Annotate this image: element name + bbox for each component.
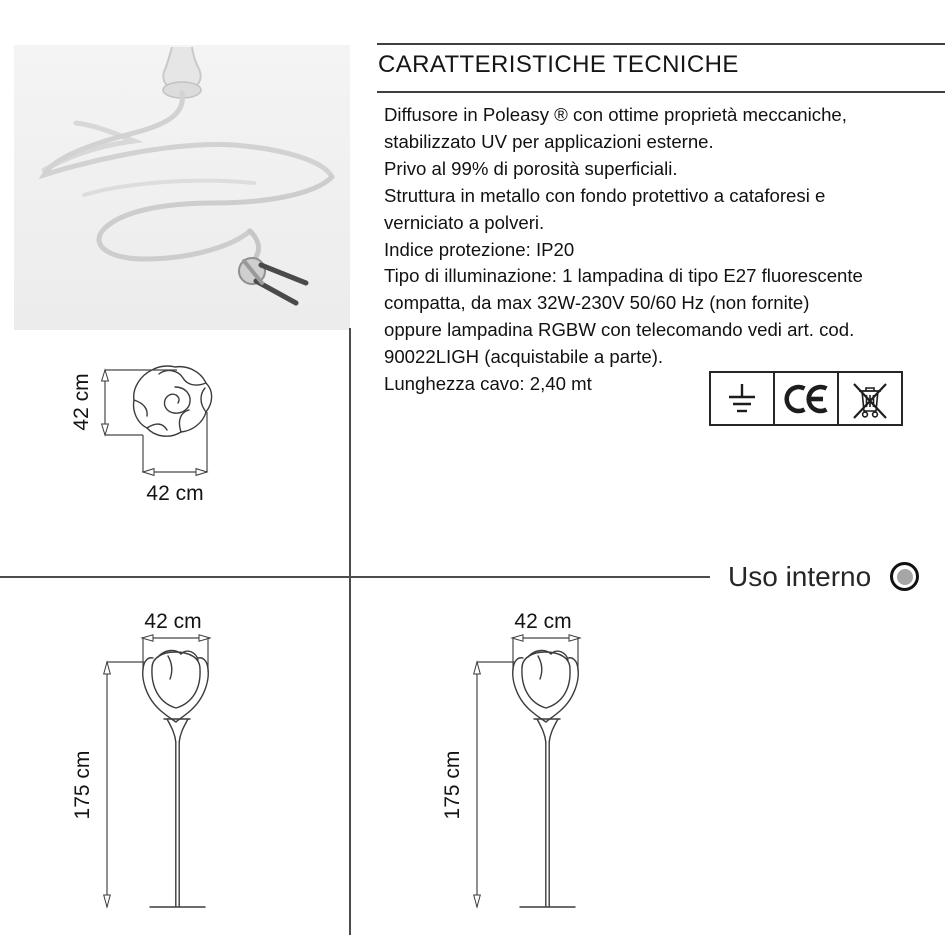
spec-line: Diffusore in Poleasy ® con ottime proprietà meccaniche, (384, 104, 847, 125)
spec-line: verniciato a polveri. (384, 211, 545, 233)
power-cable-curves (44, 93, 332, 263)
power-plug-icon (239, 258, 306, 303)
top-view-diagram (55, 350, 240, 510)
spec-line: oppure lampadina RGBW con telecomando vedi art. cod. (384, 319, 855, 341)
ce-mark-cell (775, 373, 839, 424)
spec-line: Struttura in metallo con fondo protettivo a cataforesi e (384, 184, 826, 206)
cable-photo-drawing (14, 45, 350, 330)
rose-top-view-drawing (134, 366, 212, 436)
certification-box (709, 371, 903, 426)
spec-line: Privo al 99% di porosità superficiali. (384, 157, 678, 179)
spec-line: Lunghezza cavo: 2,40 mt (384, 373, 592, 395)
spec-line: stabilizzato UV per applicazioni esterne. (384, 130, 714, 152)
tulip-lamp-drawing (143, 650, 208, 907)
tulip-lamp-drawing (513, 650, 578, 907)
floor-lamp-diagram-right (430, 600, 595, 915)
weee-crossed-bin-icon (847, 377, 893, 421)
indoor-use-dot (897, 569, 913, 585)
weee-cell (839, 373, 901, 424)
lamp-width-label: 42 cm (514, 610, 572, 633)
spec-line: Tipo di illuminazione: 1 lampadina di tipo E27 fluorescente (384, 265, 863, 287)
earth-ground-icon (719, 378, 765, 420)
usage-label: Uso interno (728, 561, 872, 592)
spec-line: compatta, da max 32W-230V 50/60 Hz (non fornite) (384, 292, 810, 314)
spec-line: Indice protezione: IP20 (384, 238, 575, 260)
lamp-socket-icon (163, 47, 201, 98)
horizontal-divider (0, 576, 710, 578)
indoor-use-icon (890, 562, 919, 591)
cable-photo (14, 45, 350, 330)
top-view-height-label: 42 cm (70, 373, 93, 431)
lamp-width-label: 42 cm (144, 610, 202, 633)
spec-text-block (384, 102, 946, 398)
ce-mark-icon (780, 379, 832, 419)
title-rule-top (377, 43, 945, 45)
floor-lamp-diagram-left (60, 600, 225, 915)
page-title: CARATTERISTICHE TECNICHE (378, 51, 739, 78)
title-rule-bottom (377, 91, 945, 93)
vertical-divider (349, 328, 351, 935)
top-view-width-label: 42 cm (146, 482, 204, 505)
lamp-height-label: 175 cm (71, 750, 94, 820)
earth-ground-cell (711, 373, 775, 424)
spec-line: 90022LIGH (acquistabile a parte). (384, 346, 664, 368)
lamp-height-label: 175 cm (441, 750, 464, 820)
